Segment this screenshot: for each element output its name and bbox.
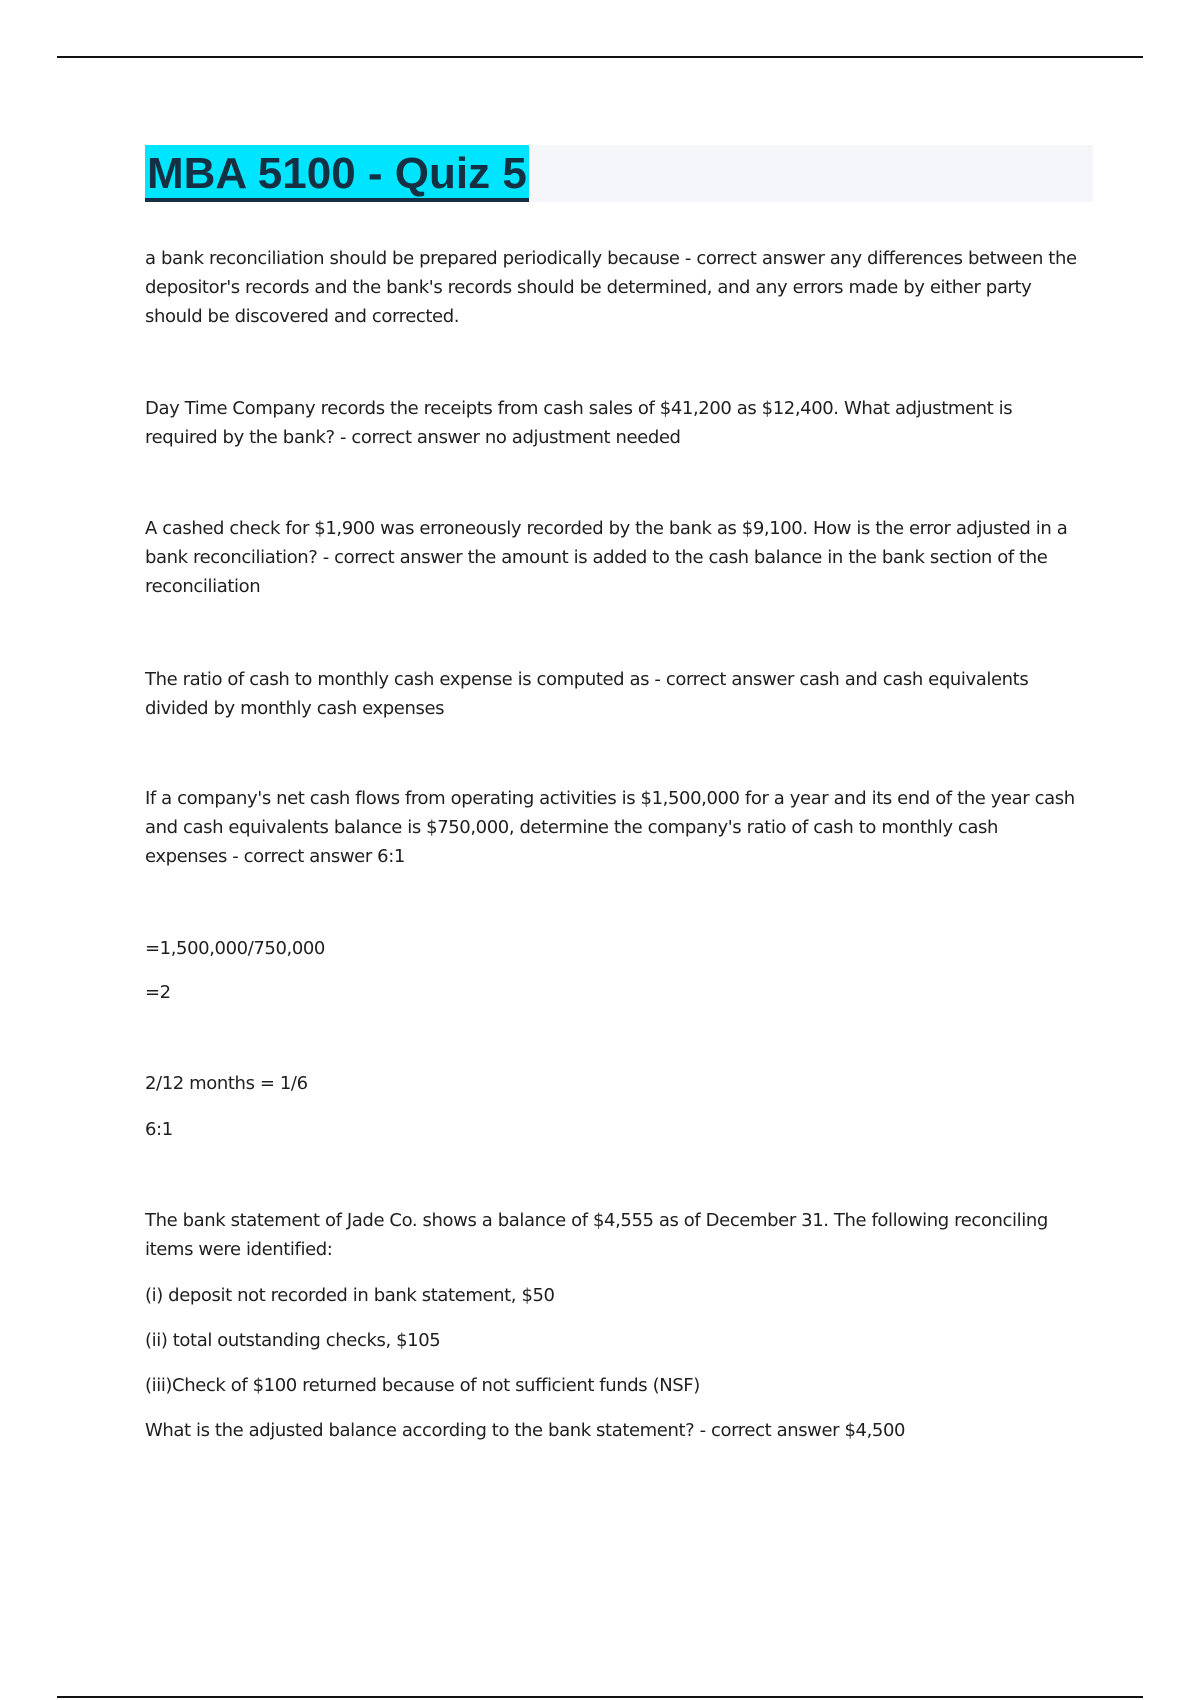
q6-item-2: (ii) total outstanding checks, $105	[145, 1330, 441, 1351]
q5-calc-line-1: =1,500,000/750,000	[145, 938, 325, 959]
question-3: A cashed check for $1,900 was erroneously recorded by the bank as $9,100. How is the error adjusted in a bank reconciliation? - correct answer the amount is added to the cash balance in the bank section of the reconciliation	[145, 518, 1068, 597]
q5-calc-line-3: 2/12 months = 1/6	[145, 1073, 308, 1094]
q6-question: What is the adjusted balance according to the bank statement? - correct answer $4,500	[145, 1420, 906, 1441]
q5-calc-line-2: =2	[145, 982, 171, 1003]
top-rule	[57, 56, 1143, 58]
bottom-rule	[57, 1696, 1143, 1698]
question-4: The ratio of cash to monthly cash expense is computed as - correct answer cash and cash equivalents divided by monthly cash expenses	[145, 669, 1029, 719]
q6-item-3: (iii)Check of $100 returned because of not sufficient funds (NSF)	[145, 1375, 700, 1396]
page-title: MBA 5100 - Quiz 5	[145, 145, 529, 202]
q6-item-1: (i) deposit not recorded in bank statement, $50	[145, 1285, 555, 1306]
question-6: The bank statement of Jade Co. shows a balance of $4,555 as of December 31. The following reconciling items were identified:	[145, 1210, 1048, 1260]
question-1: a bank reconciliation should be prepared periodically because - correct answer any differences between the depositor's records and the bank's records should be determined, and any errors made by either party should be discovered and corrected.	[145, 248, 1077, 327]
q5-calc-line-4: 6:1	[145, 1119, 173, 1140]
question-2: Day Time Company records the receipts from cash sales of $41,200 as $12,400. What adjustment is required by the bank? - correct answer no adjustment needed	[145, 398, 1013, 448]
question-5: If a company's net cash flows from operating activities is $1,500,000 for a year and its end of the year cash and cash equivalents balance is $750,000, determine the company's ratio of cash to monthly cash expenses - correct answer 6:1	[145, 788, 1075, 867]
